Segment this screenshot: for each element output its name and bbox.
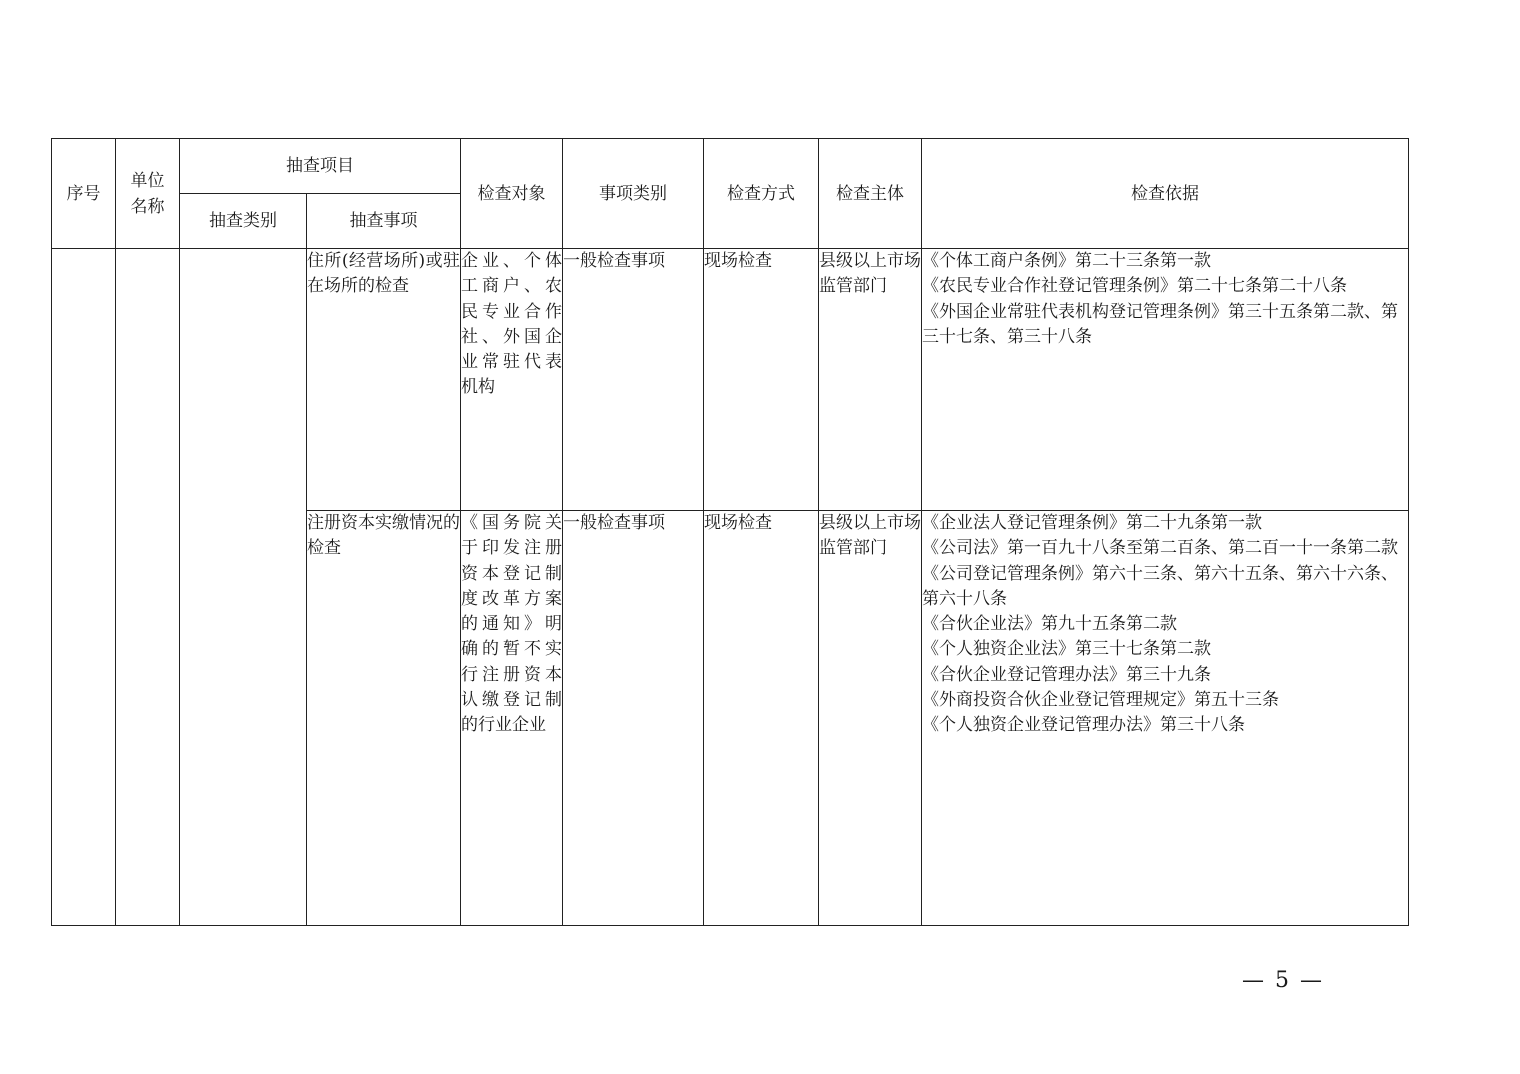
cell-unit	[116, 249, 180, 926]
basis-line: 《企业法人登记管理条例》第二十九条第一款	[922, 513, 1262, 533]
header-item: 抽查事项	[307, 194, 461, 249]
basis-line: 《个人独资企业法》第三十七条第二款	[922, 639, 1211, 660]
cell-subject: 县级以上市场监管部门	[819, 249, 922, 511]
header-project: 抽查项目	[180, 139, 461, 194]
basis-line: 《外国企业常驻代表机构登记管理条例》第三十五条第二款、第三十七条、第三十八条	[922, 301, 1398, 347]
cell-subject: 县级以上市场监管部门	[819, 511, 922, 926]
cell-basis	[922, 249, 1409, 511]
basis-line: 《合伙企业法》第九十五条第二款	[922, 614, 1177, 635]
cell-target: 《国务院关于印发注册资本登记制度改革方案的通知》明确的暂不实行注册资本认缴登记制的行业企业	[461, 511, 563, 926]
table-row	[52, 249, 1409, 511]
basis-line: 《合伙企业登记管理办法》第三十九条	[922, 664, 1211, 685]
cell-method: 现场检查	[704, 511, 819, 926]
basis-line: 《公司法》第一百九十八条至第二百条、第二百一十一条第二款	[922, 538, 1398, 559]
cell-basis	[922, 511, 1409, 926]
page-number: — 5 —	[1242, 968, 1324, 993]
cell-type: 一般检查事项	[563, 249, 704, 511]
header-subject: 检查主体	[819, 139, 922, 249]
inspection-table	[51, 138, 1409, 926]
header-target: 检查对象	[461, 139, 563, 249]
basis-line: 《农民专业合作社登记管理条例》第二十七条第二十八条	[922, 276, 1347, 297]
basis-line: 《个体工商户条例》第二十三条第一款	[922, 251, 1211, 271]
cell-method: 现场检查	[704, 249, 819, 511]
cell-seq	[52, 249, 116, 926]
cell-target: 企业、个体工商户、农民专业合作社、外国企业常驻代表机构	[461, 249, 563, 511]
basis-line: 《外商投资合伙企业登记管理规定》第五十三条	[922, 690, 1279, 711]
header-basis: 检查依据	[922, 139, 1409, 249]
cell-item: 住所(经营场所)或驻在场所的检查	[307, 249, 461, 511]
header-seq: 序号	[52, 139, 116, 249]
cell-category	[180, 249, 307, 926]
basis-line: 《个人独资企业登记管理办法》第三十八条	[922, 715, 1245, 736]
header-unit	[116, 139, 180, 249]
header-category: 抽查类别	[180, 194, 307, 249]
header-unit-label: 单位 名称	[130, 170, 165, 217]
cell-item: 注册资本实缴情况的检查	[307, 511, 461, 926]
basis-line: 《公司登记管理条例》第六十三条、第六十五条、第六十六条、第六十八条	[922, 563, 1398, 609]
cell-type: 一般检查事项	[563, 511, 704, 926]
header-type: 事项类别	[563, 139, 704, 249]
header-method: 检查方式	[704, 139, 819, 249]
